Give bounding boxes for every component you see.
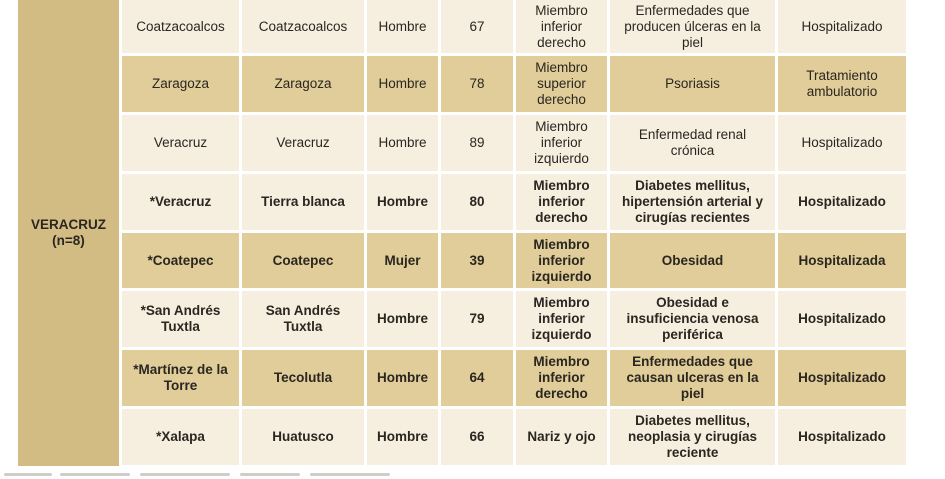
cell-line: Hospitalizado (798, 429, 886, 444)
table-row (122, 174, 906, 233)
care-municipality-cell (242, 174, 367, 233)
cell-text: Hombre (376, 311, 428, 326)
cell-text: Veracruz (276, 135, 330, 150)
comorbidity-cell (610, 0, 778, 56)
cell-line: Hospitalizado (798, 370, 886, 385)
table-row (122, 115, 906, 174)
cell-text: Hombre (376, 429, 428, 444)
care-municipality-cell (242, 233, 367, 291)
cell-line: izquierdo (531, 327, 592, 342)
cell-text: Tecolutla (273, 370, 333, 385)
cell-line: Miembro (535, 2, 588, 18)
cell-line: derecho (535, 386, 588, 401)
cell-text: Huatusco (272, 429, 334, 444)
cell-line: Hospitalizado (801, 18, 883, 34)
lesion-location-cell (516, 0, 610, 56)
care-municipality-cell (242, 350, 367, 409)
table-row (122, 56, 906, 115)
lesion-location-cell (516, 409, 610, 468)
care-municipality-cell (242, 115, 367, 174)
outcome-cell (778, 291, 906, 350)
cell-line: derecho (535, 210, 588, 225)
age-cell (441, 350, 516, 409)
cell-text: Hombre (378, 76, 427, 91)
cell-line: Enfermedades que (632, 354, 753, 369)
age-cell (441, 0, 516, 56)
cell-line: neoplasia y cirugías (627, 429, 758, 444)
origin-municipality-cell (122, 174, 242, 233)
sex-cell (367, 56, 441, 115)
cell-text: Zaragoza (274, 76, 332, 91)
cell-line: Obesidad (661, 252, 724, 268)
cell-line: Miembro (533, 295, 590, 310)
cropped-footnote-line (0, 470, 945, 479)
cell-text: Coatepec (272, 252, 334, 268)
cell-text: Coatzacoalcos (136, 18, 225, 34)
cell-text: *Veracruz (149, 194, 212, 209)
origin-municipality-cell (122, 233, 242, 291)
cell-line: izquierdo (534, 151, 589, 166)
cell-text: 79 (469, 311, 485, 326)
cases-table (122, 0, 906, 468)
origin-municipality-cell (122, 56, 242, 115)
table-row (122, 350, 906, 409)
age-cell (441, 291, 516, 350)
origin-municipality-cell (122, 115, 242, 174)
cell-text: Veracruz (153, 135, 208, 150)
outcome-cell (778, 409, 906, 468)
cell-line: Miembro (535, 119, 588, 134)
sex-cell (367, 350, 441, 409)
comorbidity-cell (610, 56, 778, 115)
cell-line: inferior (540, 135, 583, 150)
cell-line: causan ulceras en la (626, 370, 759, 385)
cell-text: Mujer (384, 252, 421, 268)
outcome-cell (778, 56, 906, 115)
cell-line: inferior (538, 252, 585, 268)
outcome-cell (778, 115, 906, 174)
care-municipality-cell (242, 56, 367, 115)
table-body (122, 0, 906, 468)
cell-line: reciente (666, 445, 719, 460)
age-cell (441, 233, 516, 291)
cell-text: *San Andrés Tuxtla (140, 303, 221, 334)
care-municipality-cell (242, 291, 367, 350)
age-cell (441, 115, 516, 174)
cell-line: derecho (537, 92, 586, 107)
lesion-location-cell (516, 233, 610, 291)
cell-line: Hospitalizado (798, 194, 886, 209)
cell-line: inferior (538, 194, 585, 209)
age-cell (441, 409, 516, 468)
cell-line: Diabetes mellitus, (635, 413, 750, 428)
cell-text: *Martínez de la Torre (133, 362, 228, 393)
lesion-location-cell (516, 350, 610, 409)
table-row (122, 0, 906, 56)
table-row (122, 233, 906, 291)
comorbidity-cell (610, 409, 778, 468)
cell-line: Enfermedad renal (638, 127, 747, 142)
cell-text: 67 (469, 18, 485, 34)
cell-line: piel (681, 34, 703, 50)
sex-cell (367, 174, 441, 233)
cell-line: derecho (537, 34, 586, 50)
comorbidity-cell (610, 233, 778, 291)
cell-line: superior (537, 76, 586, 91)
cell-line: Diabetes mellitus, (635, 178, 750, 193)
lesion-location-cell (516, 291, 610, 350)
cell-line: Nariz y ojo (527, 429, 596, 444)
cell-line: inferior (538, 370, 585, 385)
age-cell (441, 56, 516, 115)
lesion-location-cell (516, 174, 610, 233)
sex-cell (367, 0, 441, 56)
state-group-cell (18, 0, 119, 466)
cell-text: Hombre (378, 135, 427, 150)
cell-line: inferior (540, 18, 583, 34)
lesion-location-cell (516, 115, 610, 174)
cell-text: San Andrés Tuxtla (265, 303, 341, 334)
cell-line: Miembro (533, 354, 590, 369)
cell-line: Miembro (533, 236, 590, 252)
cell-line: Obesidad e (656, 295, 729, 310)
table-row (122, 409, 906, 468)
cell-line: Miembro (535, 60, 588, 75)
table-row (122, 291, 906, 350)
lesion-location-cell (516, 56, 610, 115)
cell-line: Enfermedades que (635, 2, 750, 18)
cell-line: Hospitalizado (798, 311, 886, 326)
comorbidity-cell (610, 115, 778, 174)
cell-text: 39 (469, 252, 485, 268)
care-municipality-cell (242, 409, 367, 468)
age-cell (441, 174, 516, 233)
sex-cell (367, 115, 441, 174)
cell-text: Hombre (378, 18, 427, 34)
state-count: (n=8) (52, 233, 85, 248)
cell-text: Tierra blanca (261, 194, 345, 209)
cell-line: Tratamiento (806, 68, 878, 83)
sex-cell (367, 291, 441, 350)
origin-municipality-cell (122, 350, 242, 409)
cell-text: 64 (469, 370, 485, 385)
cell-line: piel (680, 386, 705, 401)
state-name: VERACRUZ (30, 217, 106, 232)
cell-line: ambulatorio (806, 84, 878, 99)
outcome-cell (778, 233, 906, 291)
comorbidity-cell (610, 350, 778, 409)
outcome-cell (778, 350, 906, 409)
origin-municipality-cell (122, 291, 242, 350)
cell-line: periférica (662, 327, 723, 342)
care-municipality-cell (242, 0, 367, 56)
cell-text: *Xalapa (156, 429, 205, 444)
cell-line: izquierdo (531, 268, 592, 284)
outcome-cell (778, 0, 906, 56)
cell-line: producen úlceras en la (624, 18, 761, 34)
cell-line: Psoriasis (665, 76, 720, 91)
cell-line: cirugías recientes (635, 210, 750, 225)
cell-line: Miembro (533, 178, 590, 193)
cell-text: Zaragoza (151, 76, 210, 91)
cell-text: *Coatepec (147, 252, 214, 268)
cell-text: 80 (469, 194, 485, 209)
origin-municipality-cell (122, 0, 242, 56)
origin-municipality-cell (122, 409, 242, 468)
cell-text: Coatzacoalcos (258, 18, 348, 34)
outcome-cell (778, 174, 906, 233)
cell-line: insuficiencia venosa (626, 311, 759, 326)
comorbidity-cell (610, 291, 778, 350)
comorbidity-cell (610, 174, 778, 233)
cell-text: 78 (469, 76, 485, 91)
cell-text: Hombre (376, 194, 428, 209)
cell-text: 66 (469, 429, 485, 444)
cell-text: 89 (469, 135, 485, 150)
sex-cell (367, 409, 441, 468)
cell-line: Hospitalizada (798, 252, 886, 268)
sex-cell (367, 233, 441, 291)
cell-line: Hospitalizado (801, 135, 883, 150)
cell-line: hipertensión arterial y (621, 194, 764, 209)
cell-line: crónica (670, 143, 715, 158)
cell-line: inferior (538, 311, 585, 326)
cell-text: Hombre (376, 370, 428, 385)
